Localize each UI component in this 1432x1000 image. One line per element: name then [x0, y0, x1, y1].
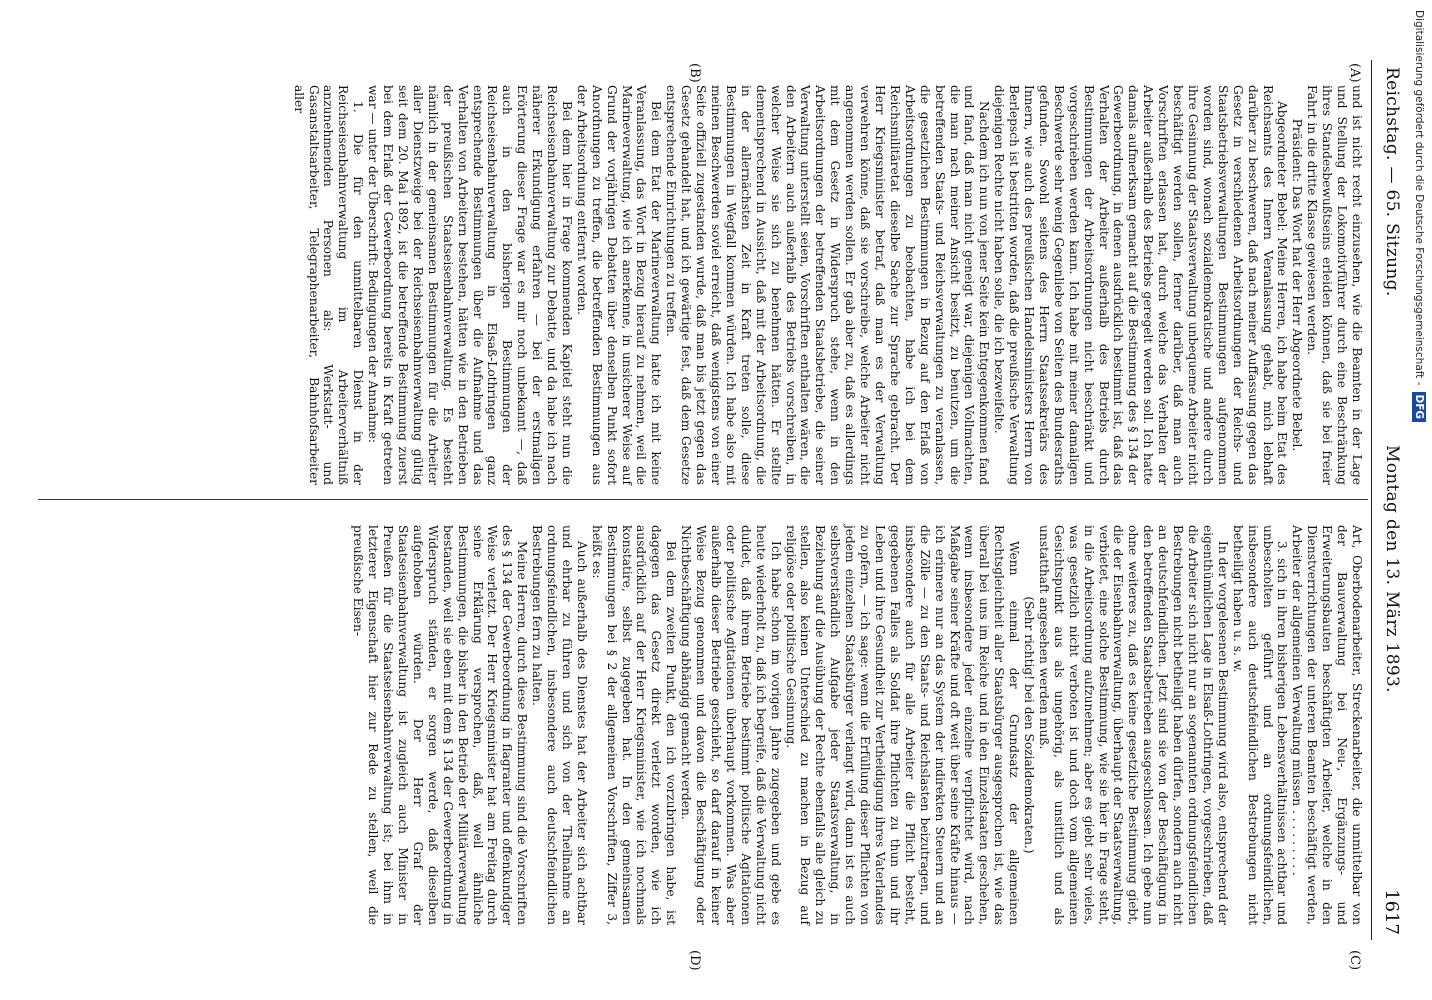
paragraph: Bei dem zweiten Punkt, den ich vorzubringen habe, ist dagegen das Gesetz direkt verletzt worden, wie ich ausdrücklich auf der Herr Kriegsminister, wie ich nochmals konstatire, selbst zugegeben hat. In den gemeinsamen Bestimmungen bei § 2 der allgemeinen Vorschriften, Ziffer 3, heißt es: [589, 525, 679, 925]
paragraph: Art, Oberbodenarbeiter, Streckenarbeiter, die unmittelbar von der Bauverwaltung bei Neu-, Ergänzungs- und Erweiterungsbauten beschäftigten Arbeiter, welche in den Dienstverrichtungen der unteren Beamten beschäftigt werden, Arbeiter der allgemeinen Verwaltung müssen . . . . . . . . . [1290, 525, 1364, 925]
paragraph: Bei dem hier in Frage kommenden Kapitel steht nun die Reichseisenbahnverwaltung zur Debatte, und da habe ich nach näherer Erkundigung erfahren — bei der erstmaligen Erörterung dieser Frage war es mir noch unbekannt —, daß auch in den bisherigen Bestimmungen der Reichseisenbahnverwaltung in Elsaß-Lothringen ganz entsprechende Bestimmungen über die Aufnahme und das Verhalten von Arbeitern bestehen, hätten wie in den Betrieben der preußischen Staatseisenbahnverwaltung. Es besteht nämlich in der gemeinsamen Bestimmungen für die Arbeiter aller Dienstzweige bei der Reichseisenbahnverwaltung gültig seit dem 20. Mai 1892, ist die betreffende Bestimmung zuerst bei dem Erlaß der Gewerbeordnung bereits in Kraft getreten war — unter der Überschrift: Bedingungen der Annahme: [366, 85, 574, 485]
header-rule [1371, 60, 1372, 940]
text-column-right [350, 525, 1364, 925]
digitization-note [1412, 10, 1426, 990]
paragraph: 1. Die für den unmittelbaren Dienst in der Reichseisenbahnverwaltung im Arbeiterverhältniß anzunehmenden Personen als: Werkstatt- und Gasanstaltsarbeiter, Telegraphenarbeiter, Bahnhofsarbeiter aller [291, 85, 366, 485]
interjection: (Sehr richtig! bei den Sozialdemokraten.) [1022, 596, 1037, 854]
text-column-left [291, 85, 1364, 485]
margin-marker-c: (C) [1347, 950, 1362, 971]
margin-marker-d: (D) [687, 950, 702, 971]
paragraph: 3. sich in ihren bisherigen Lebensverhältnissen achtbar und unbescholten geführt und an ordnungsfeindlichen, insbesondere auch deutschfeindlichen Bestrebungen nicht betheiligt haben u. s. w. [1230, 525, 1290, 925]
paragraph: In der vorgelesenen Bestimmung wird also, entsprechend der eigenthümlichen Lage in Elsaß-Lothringen, vorgeschrieben, daß die Arbeiter sich nicht nur an sogenannten ordnungsfeindlichen Bestrebungen nicht betheiligt haben dürfen, sondern auch nicht an deutschfeindlichen. Jetzt sind sie von der Beschäftigung in den betreffenden Staatsbetrieben ausgeschlossen. Ich gebe nun ohne weiteres zu, daß es keine gesetzliche Bestimmung giebt, die der Eisenbahnverwaltung, überhaupt der Staatsverwaltung, verbietet, eine solche Bestimmung, wie sie hier in Frage steht, in die Arbeitsordnung aufzunehmen; aber es giebt sehr vieles, was gesetzlich nicht verboten ist und doch vom allgemeinen Gesichtspunkt aus als ungehörig, als unsittlich und als unstatthaft angesehen werden muß. [1036, 525, 1230, 925]
margin-marker-b: (B) [687, 63, 702, 83]
digitization-note-text [1412, 10, 1426, 990]
newspaper-page [0, 5, 1432, 995]
column-divider [38, 499, 1368, 500]
paragraph: Auch außerhalb des Dienstes hat der Arbeiter sich achtbar und ehrbar zu führen und sich von der Theilnahme an ordnungsfeindlichen, insbesondere auch deutschfeindlichen Bestrebungen fern zu halten. [530, 525, 589, 925]
paragraph: Wenn einmal der Grundsatz der allgemeinen Rechtsgleichheit aller Staatsbürger ausgesprochen ist, wie das überall bei uns im Reiche und in den Einzelstaaten geschehen, wenn insbesondere jeder einzelne verpflichtet wird, nach Maßgabe seiner Kräfte und oft weit über seine Kräfte hinaus — ich erinnere nur an das System der indirekten Steuern und an die Zölle — zu den Staats- und Reichslasten beizutragen, und insbesondere auch für alle Arbeiter die Pflicht besteht, gegebenen Falles als Soldat ihre Pflichten zu thun und ihr Leben und ihre Gesundheit zur Vertheidigung ihres Vaterlandes zu opfern, — ich sage: wenn die Erfüllung dieser Pflichten von jedem einzelnen Staatsbürger verlangt wird, dann ist es auch selbstverständlich Aufgabe jeder Staatsverwaltung, in Beziehung auf die Ausübung der Rechte ebenfalls alle gleich zu stellen, also keinen Unterschied zu machen in Bezug auf religiöse oder politische Gesinnung. [783, 525, 1022, 925]
paragraph: Abgeordneter Bebel: Meine Herren, ich habe beim Etat des Reichsamts des Innern Veranlassung gehabt, mich lebhaft darüber zu beschweren, daß nach meiner Auffassung gegen das Gesetz in verschiedenen Arbeitsordnungen der Reichs- und Staatsbetriebsverwaltungen Bestimmungen aufgenommen worden sind, wonach sozialdemokratische und andere durch ihre Gesinnung der Staatsverwaltung unbequeme Arbeiter nicht beschäftigt werden sollen, ferner darüber, daß man auch Vorschriften erlassen hat, durch welche das Verhalten der Arbeiter außerhalb des Betriebs geregelt werden soll. Ich hatte damals aufmerksam gemacht auf die Bestimmung des § 134 der Gewerbeordnung, in denen ausdrücklich bestimmt ist, daß das Verhalten der Arbeiter außerhalb des Betriebs durch Bestimmungen der Arbeitsordnungen nicht beschränkt und vorgeschrieben werden kann. Ich habe mit meiner damaligen Beschwerde sehr wenig Gegenliebe von Seiten des Bundesraths gefunden. Sowohl seitens des Herrn Staatssekretärs des Innern, wie auch des preußischen Handelsministers Herrn von Berlepsch ist bestritten worden, daß die preußische Verwaltung diejenigen Rechte nicht haben solle, die ich bezweifelte. [992, 85, 1290, 485]
dfg-credit: Digitalisierung gefördert durch die Deutsche Forschungsgemeinschaft - [1413, 10, 1425, 386]
paragraph: Bei dem Etat der Marineverwaltung hatte ich mit keine Veranlassung, das Wort in Bezug hierauf zu nehmen, weil die Marineverwaltung, wie ich anerkenne, in unsicherer Weise auf Grund der vorjährigen Debatten über denselben Punkt sofort Anordnungen zu treffen, die betreffenden Bestimmungen aus der Arbeitsordnung entfernt worden. [574, 85, 664, 485]
header-date: Montag den 13. März 1893. [1382, 445, 1402, 693]
header-session: Reichstag. — 65. Sitzung. [1382, 67, 1402, 297]
paragraph: Meine Herren, durch diese Bestimmung sind die Vorschriften des § 134 der Gewerbeordnung in flagranter und offenkundiger Weise verletzt. Der Herr Kriegsminister hat am Freitag durch seine Erklärung versprochen, daß, weil ähnliche Bestimmungen, die bisher in den Betrieb der Militärverwaltung bestanden, weil sie eben mit dem § 134 der Gewerbeordnung in Widerspruch ständen, er sorgen werde, daß dieselben aufgehoben würden. Der Herr Graf der Staatseisenbahnverwaltung ist zugleich auch Minister in Preußen für die Staatseisenbahnverwaltung ist; bei ihm in letzterer Eigenschaft hier zur Rede zu stellen, weil die preußische Eisen- [351, 525, 530, 925]
page-number: 1617 [1381, 889, 1402, 935]
dfg-logo-badge: DFG [1412, 392, 1426, 423]
paragraph: und ist nicht recht einzusehen, wie die Beamten in der Lage und Stellung der Lokomotivführer durch eine Beschränkung ihres Standesbewußtseins erleiden können, daß sie bei freier Fahrt in die dritte Klasse gewiesen werden. [1305, 85, 1364, 485]
speaker-president: Präsident: Das Wort hat der Herr Abgeordnete Bebel. [1290, 118, 1305, 452]
paragraph: Ich habe schon im vorigen Jahre zugegeben und gebe es heute wiederholt zu, daß ich begreife, daß die Verwaltung nicht duldet, daß ihrem Betriebe bestimmt politische Agitationen oder politische Agitationen überhaupt vorkommen. Was aber außerhalb dieser Betriebe geschieht, so darf darauf in keiner Weise Bezug genommen und davon die Beschäftigung oder Nichtbeschäftigung abhängig gemacht werden. [679, 525, 783, 925]
margin-marker-a: (A) [1347, 63, 1362, 83]
paragraph: Nachdem ich nun von jener Seite kein Entgegenkommen fand und fand, daß man nicht geneigt war, diejenigen Vollmachten, die man nach meiner Ansicht besitzt, zu benutzen, um die betreffenden Staats- und Reichsverwaltungen zu veranlassen, die gesetzlichen Bestimmungen in Bezug auf den Erlaß von Arbeitsordnungen zu beobachten, habe ich bei dem Reichsmilitäretat dieselbe Sache zur Sprache gebracht. Der Herr Kriegsminister betraf, daß man es der Verwaltung verwehren könne, daß sie vorschreibe, welche Arbeiter nicht angenommen werden sollen. Er gab aber zu, daß es allerdings mit dem Gesetz in Widerspruch stehe, wenn in den Arbeitsordnungen der betreffenden Staatsbetriebe, die seiner Verwaltung unterstellt seien, Vorschriften enthalten wären, die den Arbeitern auch außerhalb des Betriebs vorschreiben, in welcher Weise sie sich zu benehmen hätten. Er stellte dementsprechend in Aussicht, daß mit der Arbeitsordnung, die in der allernächsten Zeit in Kraft treten solle, diese Bestimmungen in Wegfall kommen würden. Ich habe also mit meinen Beschwerden soviel erreicht, daß wenigstens von einer Seite offiziell zugestanden wurde, daß man bis jetzt gegen das Gesetz gehandelt hat, und ich gewärtige fest, daß dem Gesetze entsprechende Einrichtungen zu treffen. [664, 85, 992, 486]
